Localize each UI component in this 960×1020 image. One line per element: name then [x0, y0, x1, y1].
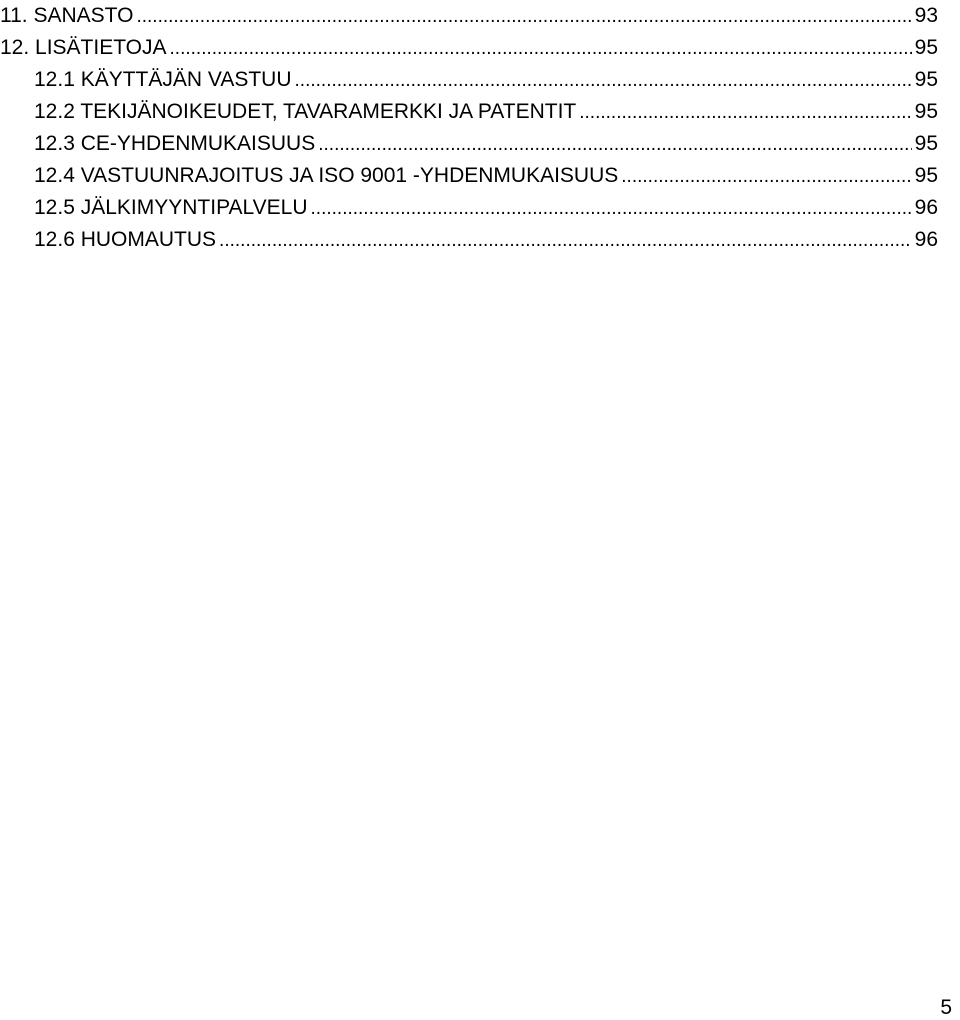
- toc-entry-page: 95: [914, 68, 938, 91]
- toc-entry-jalkimyyntipalvelu[interactable]: [0, 192, 938, 224]
- table-of-contents: [0, 0, 938, 256]
- toc-entry-title: 12.6 HUOMAUTUS: [34, 228, 217, 251]
- toc-entry-title: 12.5 JÄLKIMYYNTIPALVELU: [34, 196, 308, 219]
- toc-dot-leader: [170, 33, 912, 65]
- toc-entry-title: 12.3 CE-YHDENMUKAISUUS: [34, 132, 316, 155]
- toc-entry-page: 95: [914, 132, 938, 155]
- toc-dot-leader: [295, 65, 912, 97]
- toc-entry-title: 11. SANASTO: [0, 4, 134, 27]
- toc-dot-leader: [318, 129, 911, 161]
- toc-entry-page: 96: [914, 196, 938, 219]
- toc-entry-title: 12.2 TEKIJÄNOIKEUDET, TAVARAMERKKI JA PATENTIT: [34, 100, 577, 123]
- toc-entry-vastuunrajoitus[interactable]: [0, 160, 938, 192]
- toc-entry-tekijanoikeudet[interactable]: [0, 96, 938, 128]
- toc-entry-page: 95: [914, 36, 938, 59]
- toc-dot-leader: [579, 97, 911, 129]
- toc-entry-title: 12.1 KÄYTTÄJÄN VASTUU: [34, 68, 292, 91]
- toc-entry-sanasto[interactable]: [0, 0, 938, 32]
- toc-entry-page: 96: [914, 228, 938, 251]
- toc-entry-title: 12.4 VASTUUNRAJOITUS JA ISO 9001 -YHDENMUKAISUUS: [34, 164, 619, 187]
- toc-dot-leader: [311, 193, 912, 225]
- toc-entry-page: 93: [914, 4, 938, 27]
- toc-entry-huomautus[interactable]: [0, 224, 938, 256]
- toc-dot-leader: [136, 1, 911, 33]
- toc-entry-ce-yhdenmukaisuus[interactable]: [0, 128, 938, 160]
- toc-entry-lisatietoja[interactable]: [0, 32, 938, 64]
- toc-dot-leader: [621, 161, 911, 193]
- page-number: 5: [940, 996, 952, 1019]
- toc-entry-title: 12. LISÄTIETOJA: [0, 36, 167, 59]
- toc-entry-page: 95: [914, 164, 938, 187]
- toc-entry-kayttajan-vastuu[interactable]: [0, 64, 938, 96]
- toc-dot-leader: [219, 225, 912, 257]
- toc-entry-page: 95: [914, 100, 938, 123]
